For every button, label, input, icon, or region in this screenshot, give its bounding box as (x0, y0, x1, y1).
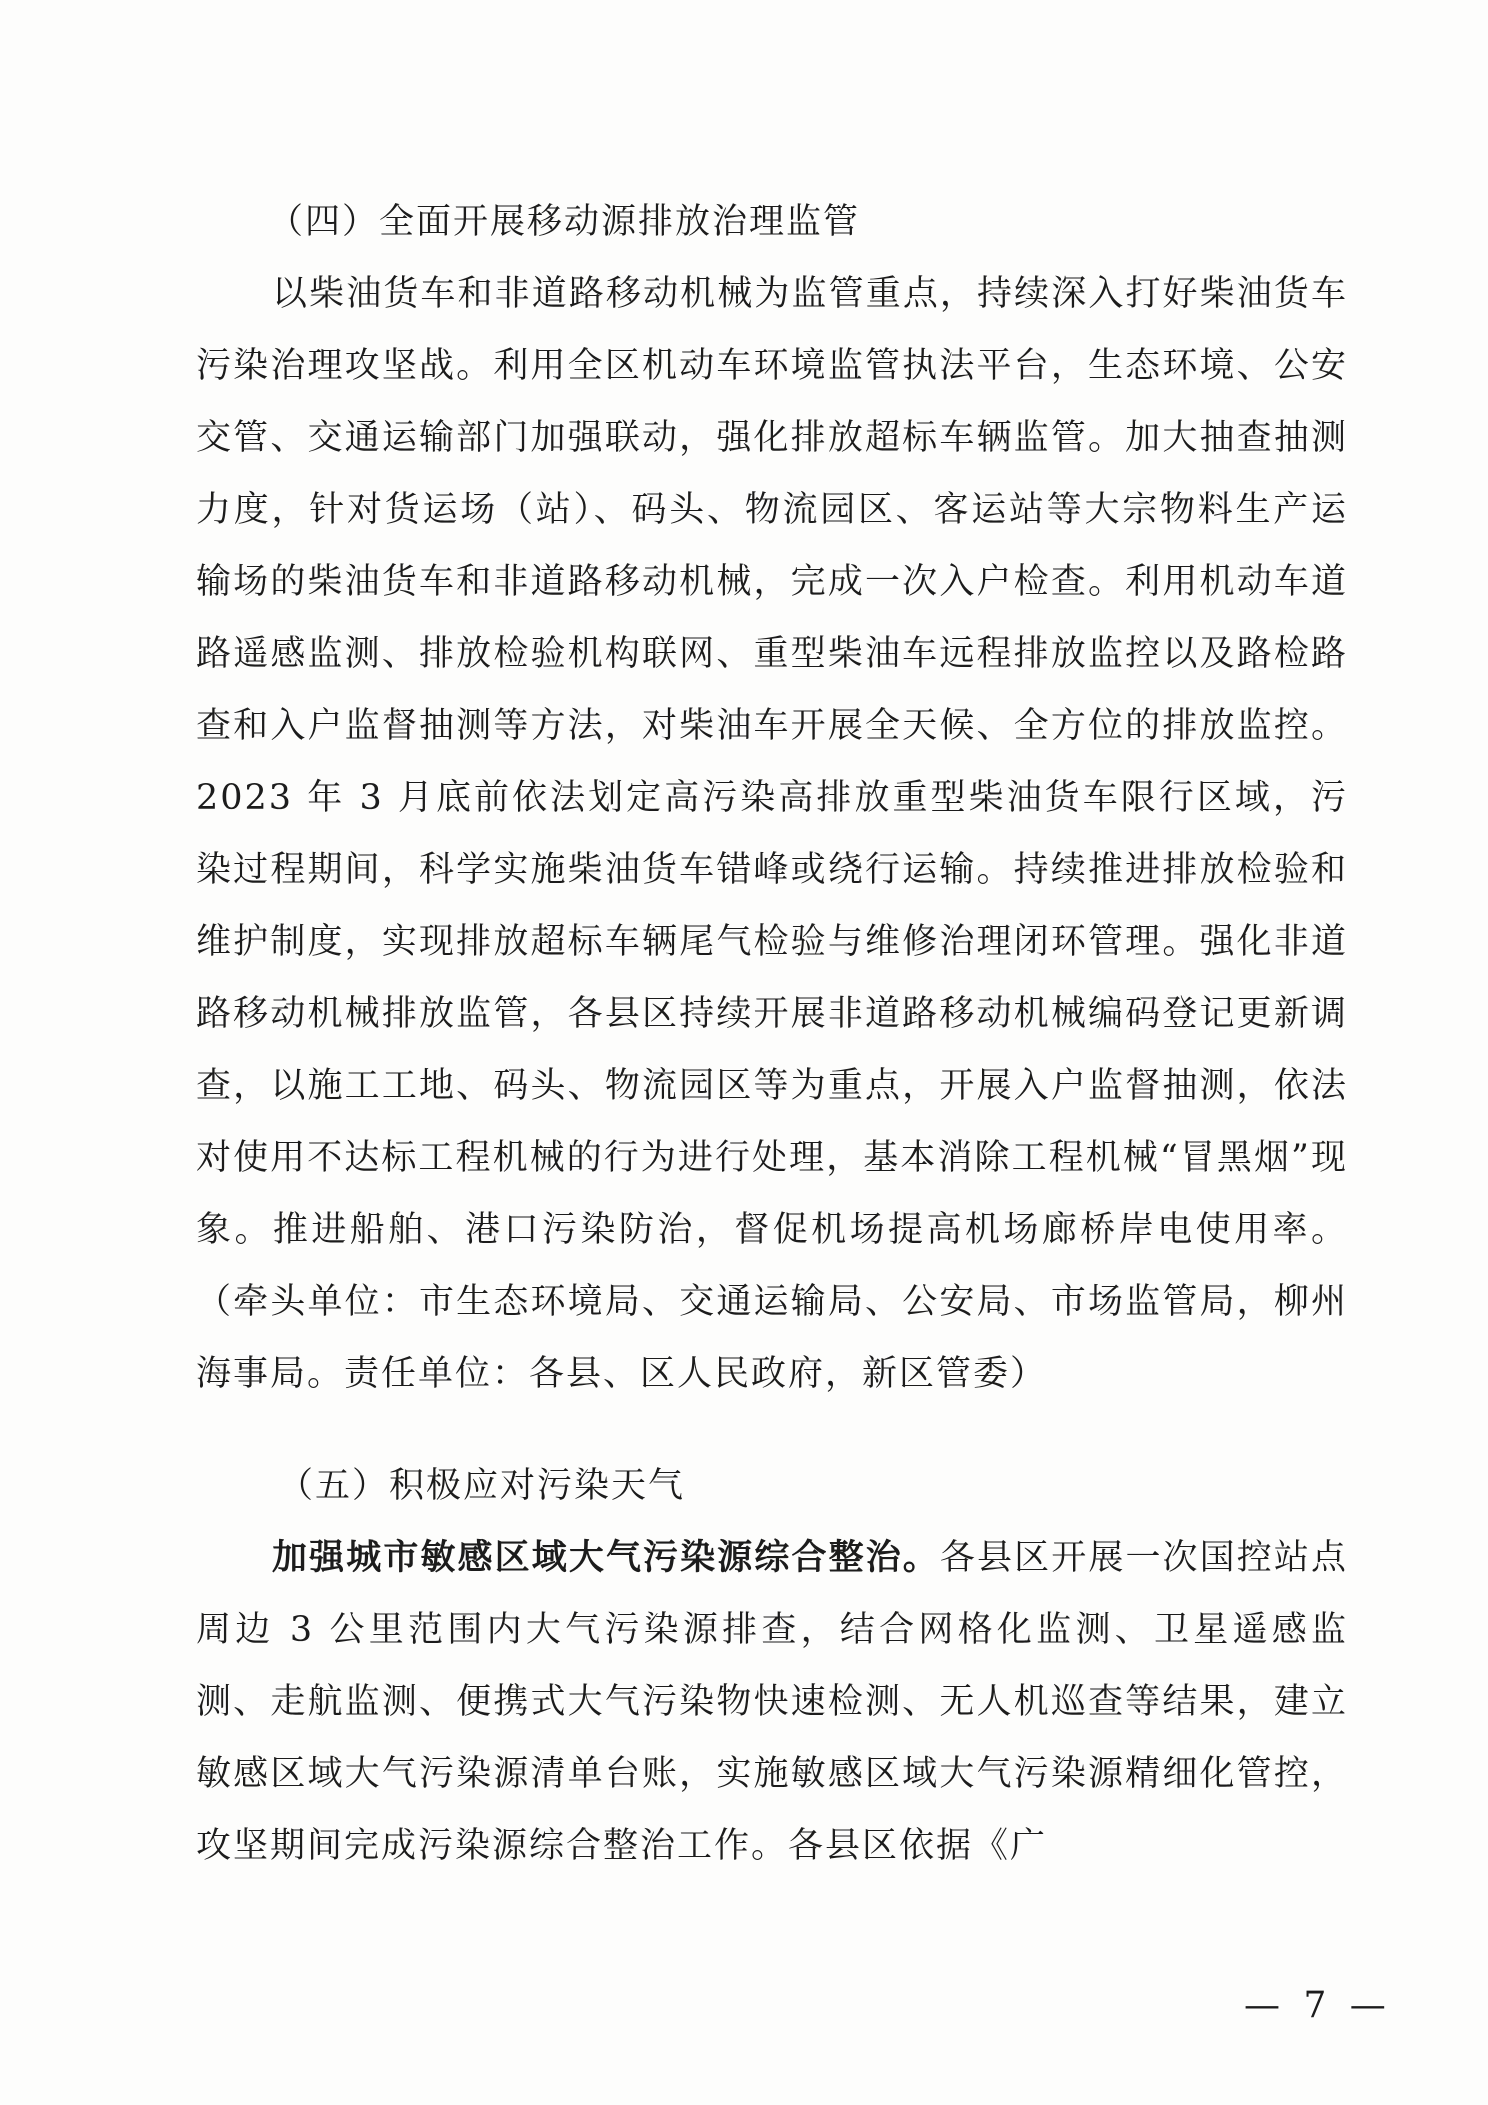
section-5-heading: （五）积极应对污染天气 (278, 1466, 686, 1506)
section-4-heading: （四）全面开展移动源排放治理监管 (268, 202, 861, 242)
section-5-body-text: 各县区开展一次国控站点周边 3 公里范围内大气污染源排查，结合网格化监测、卫星遥感监测、走航监测、便携式大气污染物快速检测、无人机巡查等结果，建立敏感区域大气污染源清单台账，实施敏感区域大气污染源精细化管控，攻坚期间完成污染源综合整治工作。各县区依据《广 (196, 1538, 1348, 1866)
section-4-paragraph: 以柴油货车和非道路移动机械为监管重点，持续深入打好柴油货车污染治理攻坚战。利用全区机动车环境监管执法平台，生态环境、公安交管、交通运输部门加强联动，强化排放超标车辆监管。加大抽查抽测力度，针对货运场（站）、码头、物流园区、客运站等大宗物料生产运输场的柴油货车和非道路移动机械，完成一次入户检查。利用机动车道路遥感监测、排放检验机构联网、重型柴油车远程排放监控以及路检路查和入户监督抽测等方法，对柴油车开展全天候、全方位的排放监控。2023 年 3 月底前依法划定高污染高排放重型柴油货车限行区域，污染过程期间，科学实施柴油货车错峰或绕行运输。持续推进排放检验和维护制度，实现排放超标车辆尾气检验与维修治理闭环管理。强化非道路移动机械排放监管，各县区持续开展非道路移动机械编码登记更新调查，以施工工地、码头、物流园区等为重点，开展入户监督抽测，依法对使用不达标工程机械的行为进行处理，基本消除工程机械“冒黑烟”现象。推进船舶、港口污染防治，督促机场提高机场廊桥岸电使用率。（牵头单位：市生态环境局、交通运输局、公安局、市场监管局，柳州海事局。责任单位：各县、区人民政府，新区管委） (196, 274, 1348, 1394)
page-number: — 7 — (1244, 1985, 1392, 2026)
section-5-paragraph (196, 1522, 1348, 1882)
section-5-lead-sentence: 加强城市敏感区域大气污染源综合整治。 (272, 1537, 940, 1578)
